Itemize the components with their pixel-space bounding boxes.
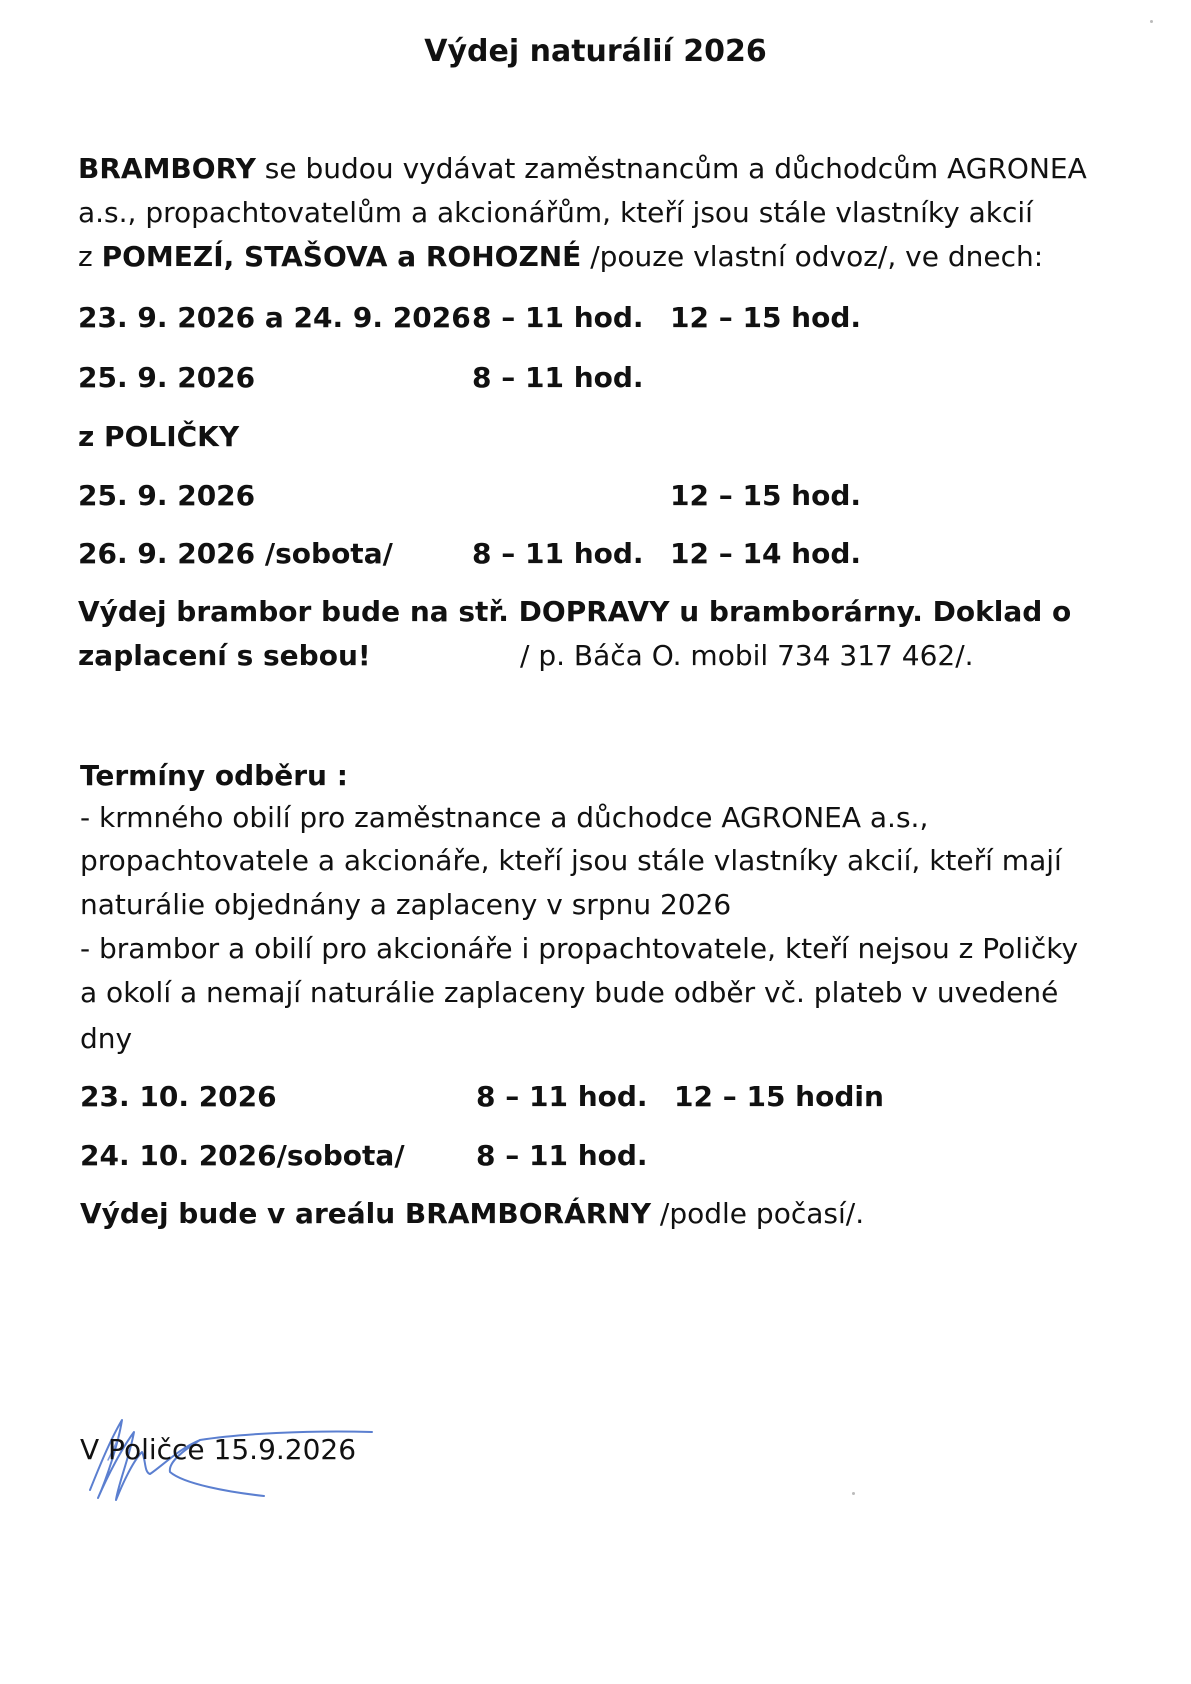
terms-line-2: propachtovatele a akcionáře, kteří jsou stále vlastníky akcií, kteří mají: [80, 844, 1062, 877]
scan-speck: [1150, 20, 1153, 23]
schedule2-date-2: 26. 9. 2026 /sobota/: [78, 537, 393, 570]
final-note-rest: /podle počasí/.: [651, 1197, 865, 1230]
schedule1-time-2a: 8 – 11 hod.: [472, 361, 644, 394]
intro-brambory: BRAMBORY: [78, 152, 256, 185]
intro-locations: POMEZÍ, STAŠOVA a ROHOZNÉ: [101, 240, 582, 273]
schedule3-time-1a: 8 – 11 hod.: [476, 1080, 648, 1113]
pickup-line-1: Výdej brambor bude na stř. DOPRAVY u bramborárny. Doklad o: [78, 595, 1072, 628]
schedule3-time-1b: 12 – 15 hodin: [674, 1080, 884, 1113]
intro-line-1-text: se budou vydávat zaměstnancům a důchodcům AGRONEA: [255, 152, 1087, 185]
final-note-bold: Výdej bude v areálu BRAMBORÁRNY: [80, 1197, 652, 1230]
terms-line-5: a okolí a nemají naturálie zaplaceny bude odběr vč. plateb v uvedené: [80, 976, 1059, 1009]
scan-speck: [852, 1492, 855, 1495]
intro-line-3: [78, 240, 1044, 273]
schedule1-time-1b: 12 – 15 hod.: [670, 301, 862, 334]
terms-heading: Termíny odběru :: [80, 759, 348, 792]
terms-line-1: - krmného obilí pro zaměstnance a důchodce AGRONEA a.s.,: [80, 801, 929, 834]
place-and-date: V Poličce 15.9.2026: [80, 1433, 357, 1466]
pickup-line-2: zaplacení s sebou!: [78, 639, 371, 672]
schedule1-time-1a: 8 – 11 hod.: [472, 301, 644, 334]
pickup-contact: / p. Báča O. mobil 734 317 462/.: [520, 639, 974, 672]
intro-line-3-text: /pouze vlastní odvoz/, ve dnech:: [581, 240, 1044, 273]
intro-line-1: [78, 152, 1087, 185]
final-note: [80, 1197, 865, 1230]
intro-line-2: a.s., propachtovatelům a akcionářům, kteří jsou stále vlastníky akcií: [78, 196, 1033, 229]
terms-line-3: naturálie objednány a zaplaceny v srpnu 2026: [80, 888, 732, 921]
schedule3-date-1: 23. 10. 2026: [80, 1080, 277, 1113]
schedule1-date-1: 23. 9. 2026 a 24. 9. 2026: [78, 301, 471, 334]
policky-heading: z POLIČKY: [78, 420, 240, 453]
schedule1-date-2: 25. 9. 2026: [78, 361, 256, 394]
document-title: Výdej naturálií 2026: [424, 34, 767, 69]
schedule2-time-1b: 12 – 15 hod.: [670, 479, 862, 512]
schedule3-time-2a: 8 – 11 hod.: [476, 1139, 648, 1172]
intro-line-3-prefix: z: [78, 240, 102, 273]
terms-line-4: - brambor a obilí pro akcionáře i propachtovatele, kteří nejsou z Poličky: [80, 932, 1079, 965]
schedule3-date-2: 24. 10. 2026/sobota/: [80, 1139, 405, 1172]
schedule2-date-1: 25. 9. 2026: [78, 479, 256, 512]
schedule2-time-2b: 12 – 14 hod.: [670, 537, 862, 570]
schedule2-time-2a: 8 – 11 hod.: [472, 537, 644, 570]
terms-line-6: dny: [80, 1022, 133, 1055]
